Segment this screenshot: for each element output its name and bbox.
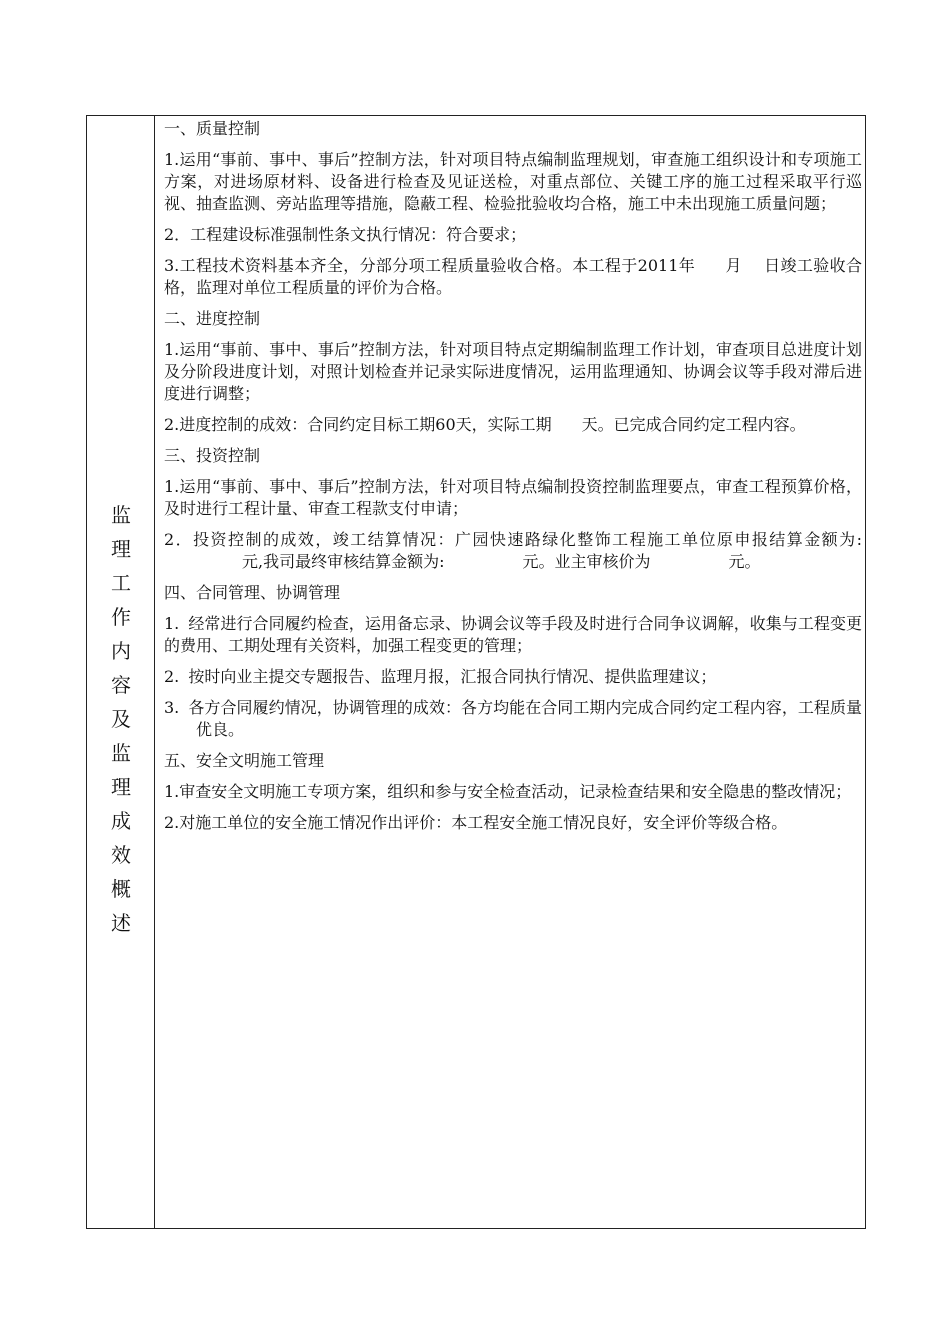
section-heading-contract: 四、合同管理、协调管理 <box>164 583 341 602</box>
side-label-char: 及 <box>111 707 131 731</box>
section-heading-quality: 一、质量控制 <box>164 119 261 138</box>
schedule-paragraph-1: 1.运用“事前、事中、事后”控制方法，针对项目特点定期编制监理工作计划，审查项目总进度计划及分阶段进度计划，对照计划检查并记录实际进度情况，运用监理通知、协调会议等手段对滞后进度进行调整； <box>164 340 862 403</box>
investment-paragraph-1: 1.运用“事前、事中、事后”控制方法，针对项目特点编制投资控制监理要点，审查工程预算价格，及时进行工程计量、审查工程款支付申请； <box>164 477 862 518</box>
contract-p1-number: 1. <box>164 614 180 633</box>
side-label-char: 效 <box>111 843 131 867</box>
content-column <box>164 118 862 843</box>
safety-paragraph-1: 1.审查安全文明施工专项方案，组织和参与安全检查活动，记录检查结果和安全隐患的整改情况； <box>164 782 852 801</box>
investment-p2-text: 2．投资控制的成效，竣工结算情况：广园快速路绿化整饰工程施工单位原申报结算金额为: <box>164 530 862 549</box>
investment-paragraph-2 <box>164 529 862 573</box>
investment-p2-owner: 元。业主审核价为 <box>522 552 651 571</box>
contract-p3-text: 各方合同履约情况，协调管理的成效：各方均能在合同工期内完成合同约定工程内容，工程质量优良。 <box>188 698 862 739</box>
label-column <box>87 116 155 1228</box>
side-label-char: 工 <box>111 571 131 595</box>
side-label-char: 述 <box>111 911 131 935</box>
side-label-char: 内 <box>111 639 131 663</box>
section-heading-investment: 三、投资控制 <box>164 446 261 465</box>
schedule-p2-text: 2.进度控制的成效：合同约定目标工期60天，实际工期 <box>164 415 552 434</box>
section-heading-safety: 五、安全文明施工管理 <box>164 751 325 770</box>
investment-p2-our-audit: 元,我司最终审核结算金额为: <box>242 552 445 571</box>
quality-paragraph-2: 2．工程建设标准强制性条文执行情况：符合要求； <box>164 225 527 244</box>
side-label-char: 成 <box>111 809 131 833</box>
quality-p3-text: 3.工程技术资料基本齐全，分部分项工程质量验收合格。本工程于2011年 <box>164 256 696 275</box>
side-label-char: 理 <box>111 537 131 561</box>
contract-p2-text: 按时向业主提交专题报告、监理月报，汇报合同执行情况、提供监理建议； <box>188 667 717 686</box>
quality-p3-end: 日竣工验收合格，监理对单位工程质量的评价为合格。 <box>164 256 862 297</box>
section-heading-schedule: 二、进度控制 <box>164 309 261 328</box>
contract-paragraph-3 <box>164 697 862 741</box>
side-label-char: 监 <box>111 741 131 765</box>
side-label-char: 理 <box>111 775 131 799</box>
side-label-char: 概 <box>111 877 131 901</box>
quality-paragraph-1: 1.运用“事前、事中、事后”控制方法，针对项目特点编制监理规划，审查施工组织设计和专项施工方案，对进场原材料、设备进行检查及见证送检，对重点部位、关键工序的施工过程采取平行巡视、抽查监测、旁站监理等措施，隐蔽工程、检验批验收均合格，施工中未出现施工质量问题； <box>164 150 862 213</box>
quality-p3-month: 月 <box>725 256 742 275</box>
side-label-char: 容 <box>111 673 131 697</box>
contract-p1-text: 经常进行合同履约检查，运用备忘录、协调会议等手段及时进行合同争议调解，收集与工程变更的费用、工期处理有关资料，加强工程变更的管理； <box>164 614 862 655</box>
safety-paragraph-2: 2.对施工单位的安全施工情况作出评价：本工程安全施工情况良好，安全评价等级合格。 <box>164 813 788 832</box>
schedule-paragraph-2 <box>164 414 862 436</box>
contract-paragraph-2 <box>164 666 862 688</box>
quality-paragraph-3 <box>164 255 862 299</box>
report-table <box>86 115 866 1229</box>
contract-p3-number: 3. <box>164 698 180 717</box>
contract-paragraph-1 <box>164 613 862 657</box>
contract-p2-number: 2. <box>164 667 180 686</box>
side-label-char: 监 <box>111 503 131 527</box>
investment-p2-end: 元。 <box>728 552 761 571</box>
schedule-p2-end: 天。已完成合同约定工程内容。 <box>581 415 806 434</box>
side-label <box>72 498 170 940</box>
side-label-char: 作 <box>111 605 131 629</box>
